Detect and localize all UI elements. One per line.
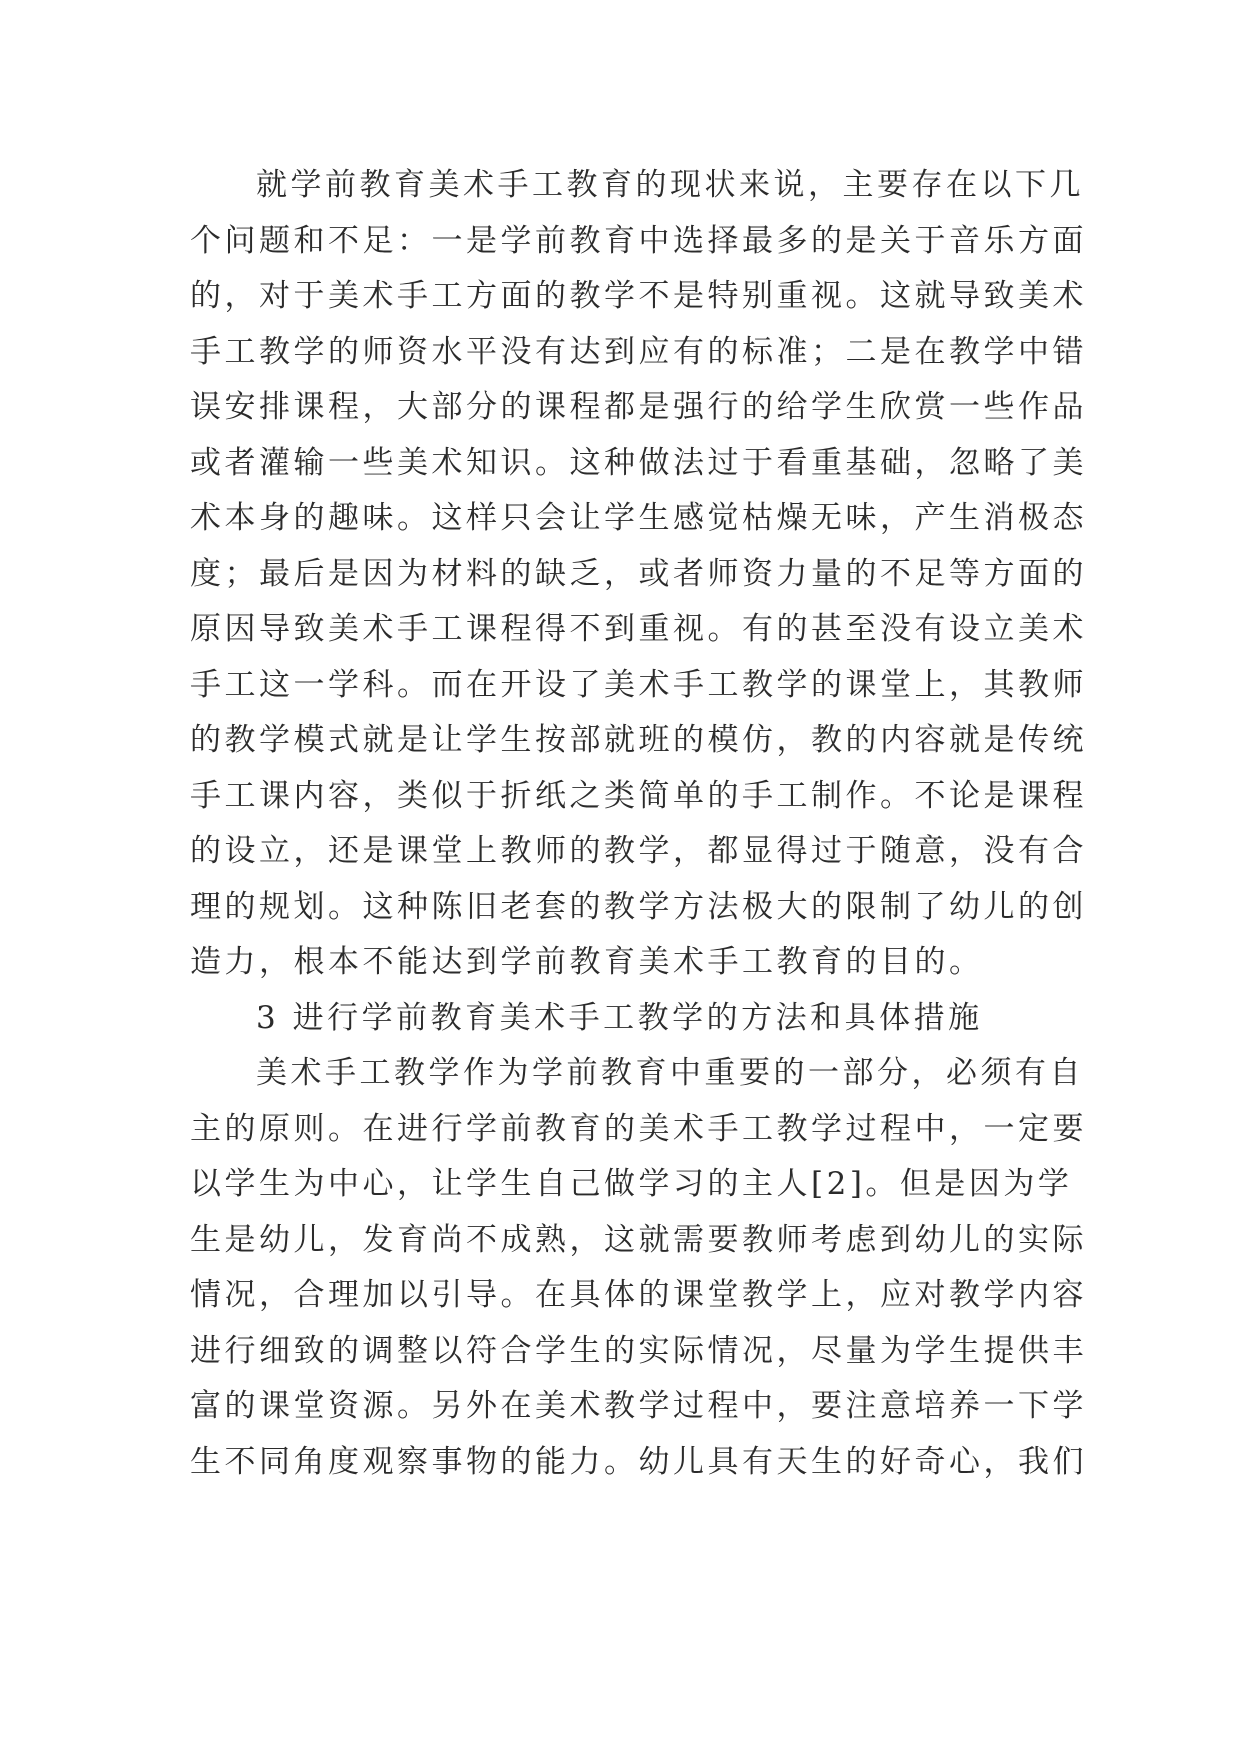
paragraph-1-line: 个问题和不足：一是学前教育中选择最多的是关于音乐方面 — [190, 222, 1087, 259]
paragraph-1-line: 术本身的趣味。这样只会让学生感觉枯燥无味，产生消极态 — [190, 500, 1087, 536]
paragraph-2-line: 以学生为中心，让学生自己做学习的主人[2]。但是因为学 — [190, 1166, 1073, 1202]
paragraph-1-line: 的设立，还是课堂上教师的教学，都显得过于随意，没有合 — [190, 833, 1087, 869]
paragraph-1-line: 理的规划。这种陈旧老套的教学方法极大的限制了幼儿的创 — [190, 888, 1087, 925]
paragraph-2-line: 生是幼儿，发育尚不成熟，这就需要教师考虑到幼儿的实际 — [190, 1221, 1087, 1258]
paragraph-1-line: 手工教学的师资水平没有达到应有的标准；二是在教学中错 — [190, 333, 1087, 370]
paragraph-2-line: 生不同角度观察事物的能力。幼儿具有天生的好奇心，我们 — [190, 1443, 1087, 1480]
paragraph-1-line: 就学前教育美术手工教育的现状来说，主要存在以下几 — [256, 167, 1084, 203]
paragraph-1-line: 手工课内容，类似于折纸之类简单的手工制作。不论是课程 — [190, 777, 1087, 814]
paragraph-2-line: 美术手工教学作为学前教育中重要的一部分，必须有自 — [256, 1055, 1084, 1091]
document-body — [190, 158, 1087, 1490]
paragraph-2-line: 富的课堂资源。另外在美术教学过程中，要注意培养一下学 — [190, 1388, 1087, 1424]
paragraph-1-line: 或者灌输一些美术知识。这种做法过于看重基础，忽略了美 — [190, 444, 1087, 481]
paragraph-2-line: 情况，合理加以引导。在具体的课堂教学上，应对教学内容 — [190, 1277, 1087, 1313]
paragraph-2-line: 主的原则。在进行学前教育的美术手工教学过程中，一定要 — [190, 1110, 1087, 1147]
paragraph-1-line: 度；最后是因为材料的缺乏，或者师资力量的不足等方面的 — [190, 555, 1087, 592]
paragraph-1-line: 造力，根本不能达到学前教育美术手工教育的目的。 — [190, 944, 984, 980]
paragraph-1-line: 的教学模式就是让学生按部就班的模仿，教的内容就是传统 — [190, 722, 1087, 758]
paragraph-2-line: 进行细致的调整以符合学生的实际情况，尽量为学生提供丰 — [190, 1332, 1087, 1369]
paragraph-1-line: 原因导致美术手工课程得不到重视。有的甚至没有设立美术 — [190, 611, 1087, 647]
paragraph-1-line: 的，对于美术手工方面的教学不是特别重视。这就导致美术 — [190, 278, 1087, 314]
paragraph-1-line: 手工这一学科。而在开设了美术手工教学的课堂上，其教师 — [190, 666, 1087, 703]
paragraph-1-line: 误安排课程，大部分的课程都是强行的给学生欣赏一些作品 — [190, 389, 1087, 425]
section-heading: 3 进行学前教育美术手工教学的方法和具体措施 — [256, 999, 983, 1036]
